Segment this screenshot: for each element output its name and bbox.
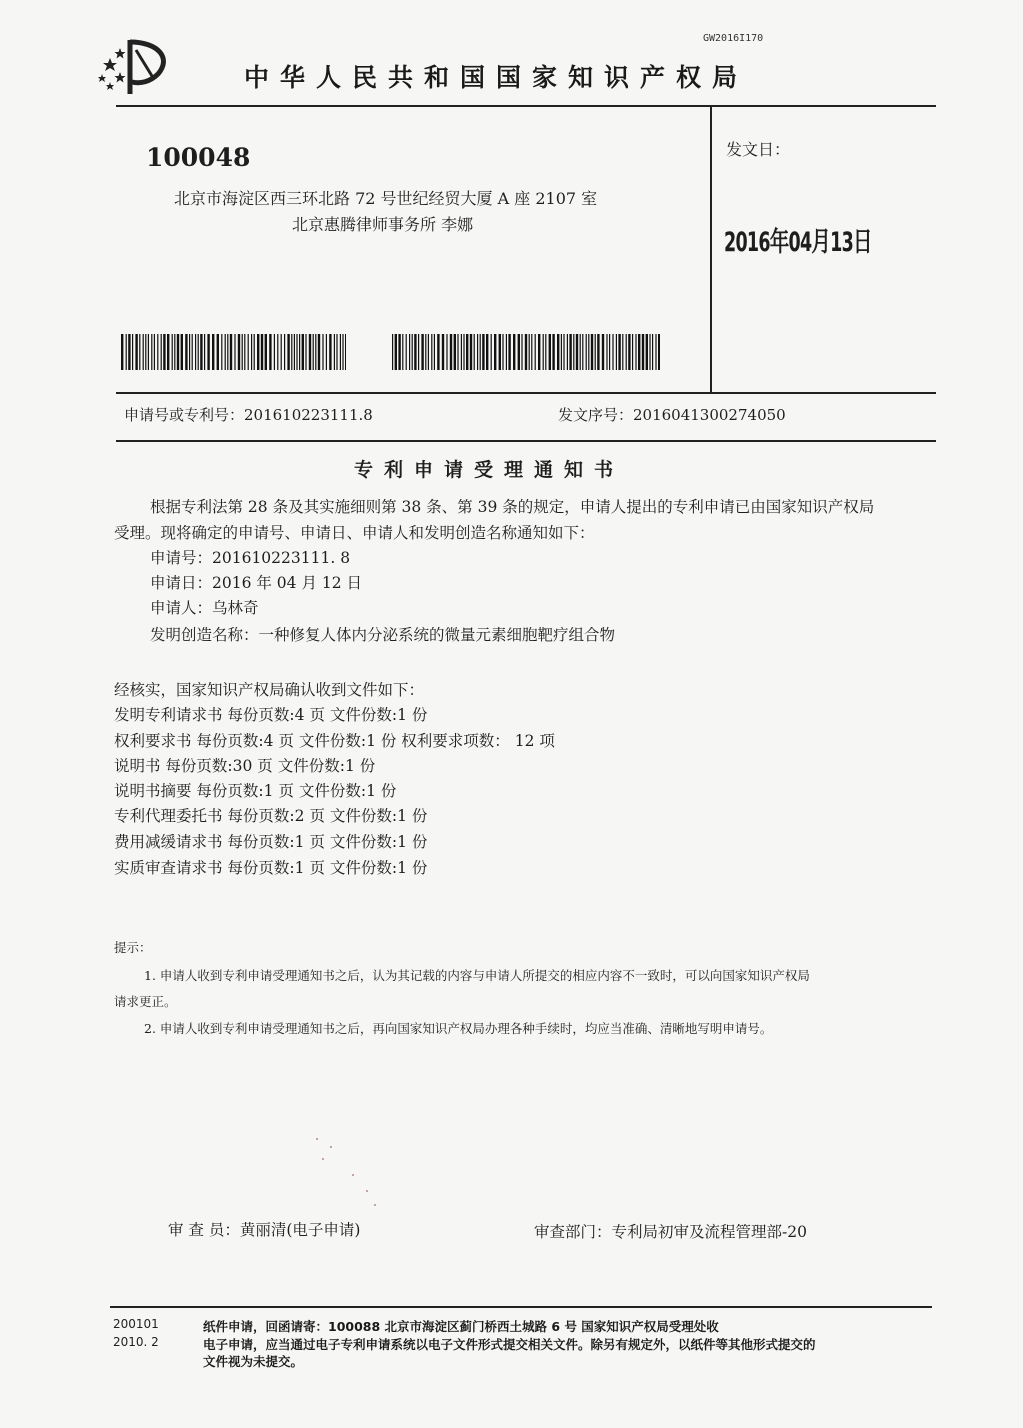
- dispatch-date-stamp: 2016年04月13日: [724, 227, 872, 258]
- barcode-bar: [143, 334, 144, 370]
- barcode-bar: [154, 334, 155, 370]
- barcode-bar: [591, 334, 593, 370]
- header-rule: [116, 105, 936, 107]
- applicant: 申请人：乌林奇: [150, 599, 259, 617]
- barcode-bar: [177, 334, 179, 370]
- barcode-bar: [580, 334, 581, 370]
- examiner: 审 查 员：黄丽清(电子申请): [168, 1221, 361, 1239]
- barcode-bar: [491, 334, 492, 370]
- barcode-bar: [322, 334, 323, 370]
- barcode-bar: [482, 334, 484, 370]
- received-item: 实质审查请求书 每份页数:1 页 文件份数:1 份: [114, 859, 428, 877]
- barcode-bar: [296, 334, 297, 370]
- barcode-bar: [434, 334, 435, 370]
- cnipa-logo-icon: [96, 36, 174, 98]
- barcode-bar: [167, 334, 169, 370]
- footer-paper-instructions: 纸件申请，回函请寄：100088 北京市海淀区蓟门桥西土城路 6 号 国家知识产权局受理处收: [203, 1319, 719, 1334]
- scan-speck: [366, 1190, 368, 1192]
- barcode-bar: [463, 334, 464, 370]
- recipient-address: 北京市海淀区西三环北路 72 号世纪经贸大厦 A 座 2107 室: [174, 189, 598, 208]
- notice-intro-line-2: 受理。现将确定的申请号、申请日、申请人和发明创造名称通知如下：: [114, 524, 595, 542]
- barcode-bar: [261, 334, 263, 370]
- barcode-bar: [646, 334, 648, 370]
- barcode-bar: [567, 334, 568, 370]
- barcode-bar: [227, 334, 228, 370]
- received-item: 说明书摘要 每份页数:1 页 文件份数:1 份: [114, 782, 397, 800]
- barcode-bar: [573, 334, 574, 370]
- barcode-bar: [334, 334, 335, 370]
- barcode-bar: [287, 334, 289, 370]
- scan-speck: [374, 1204, 376, 1206]
- barcode-bar: [195, 334, 196, 370]
- barcode-bar: [291, 334, 292, 370]
- recipient-name: 北京惠腾律师事务所 李娜: [292, 215, 474, 234]
- invention-title: 发明创造名称：一种修复人体内分泌系统的微量元素细胞靶疗组合物: [150, 626, 616, 644]
- barcode-bar: [265, 334, 267, 370]
- barcode-bar: [486, 334, 488, 370]
- barcode-bar: [244, 334, 245, 370]
- barcode-bar: [576, 334, 578, 370]
- barcode-bar: [406, 334, 407, 370]
- barcode-bar: [450, 334, 452, 370]
- received-item: 专利代理委托书 每份页数:2 页 文件份数:1 份: [114, 807, 428, 825]
- barcode-bar: [529, 334, 530, 370]
- barcode-bar: [586, 334, 587, 370]
- barcode-bar: [474, 334, 475, 370]
- dispatch-date-label: 发文日：: [726, 140, 791, 159]
- barcode-bar: [569, 334, 571, 370]
- barcode-bar: [392, 334, 393, 370]
- barcode-bar: [318, 334, 320, 370]
- barcode-bar: [638, 334, 640, 370]
- barcode-left: [121, 334, 346, 370]
- barcode-bar: [612, 334, 613, 370]
- barcode-bar: [602, 334, 604, 370]
- barcode-bar: [234, 334, 235, 370]
- barcode-bar: [248, 334, 249, 370]
- barcode-bar: [461, 334, 462, 370]
- barcode-bar: [609, 334, 610, 370]
- barcode-bar: [499, 334, 501, 370]
- barcode-bar: [157, 334, 158, 370]
- barcode-bar: [299, 334, 300, 370]
- barcode-bar: [294, 334, 295, 370]
- barcode-bar: [148, 334, 149, 370]
- barcode-bar: [242, 334, 243, 370]
- barcode-bar: [336, 334, 337, 370]
- received-item: 说明书 每份页数:30 页 文件份数:1 份: [114, 757, 376, 775]
- barcode-bar: [221, 334, 222, 370]
- barcode-bar: [145, 334, 146, 370]
- footer-form-version: 2010. 2: [113, 1335, 159, 1349]
- barcode-bar: [128, 334, 130, 370]
- barcode-bar: [628, 334, 630, 370]
- barcode-bar: [502, 334, 503, 370]
- barcode-bar: [442, 334, 444, 370]
- barcode-bar: [428, 334, 429, 370]
- barcode-bar: [172, 334, 173, 370]
- barcode-bar: [618, 334, 620, 370]
- barcode-bar: [212, 334, 214, 370]
- barcode-bar: [395, 334, 397, 370]
- barcode-bar: [425, 334, 426, 370]
- barcode-bar: [508, 334, 510, 370]
- barcode-bar: [649, 334, 650, 370]
- barcode-bar: [658, 334, 660, 370]
- office-name: 中华人民共和国国家知识产权局: [244, 63, 749, 92]
- barcode-bar: [525, 334, 527, 370]
- notice-intro-line-1: 根据专利法第 28 条及其实施细则第 38 条、第 39 条的规定，申请人提出的专利申请已由国家知识产权局: [150, 498, 875, 516]
- barcode-bar: [163, 334, 165, 370]
- barcode-bar: [185, 334, 187, 370]
- barcode-bar: [126, 334, 127, 370]
- barcode-bar: [277, 334, 278, 370]
- barcode-bar: [329, 334, 331, 370]
- barcode-bar: [552, 334, 554, 370]
- barcode-bar: [597, 334, 599, 370]
- barcode-bar: [606, 334, 607, 370]
- application-number-line: 申请号或专利号：201610223111.8: [124, 406, 373, 424]
- barcode-bar: [326, 334, 327, 370]
- barcode-bar: [284, 334, 285, 370]
- barcode-bar: [161, 334, 162, 370]
- barcode-bar: [251, 334, 252, 370]
- dispatch-serial-line: 发文序号：2016041300274050: [558, 406, 786, 424]
- barcode-bar: [588, 334, 589, 370]
- tips-heading: 提示：: [114, 940, 152, 955]
- barcode-bar: [151, 334, 152, 370]
- application-date: 申请日：2016 年 04 月 12 日: [150, 574, 363, 592]
- form-code: GW2016I170: [703, 33, 764, 44]
- barcode-bar: [494, 334, 496, 370]
- address-box-bottom-rule: [116, 392, 936, 394]
- received-item: 费用减缓请求书 每份页数:1 页 文件份数:1 份: [114, 833, 428, 851]
- tip-2: 2. 申请人收到专利申请受理通知书之后，再向国家知识产权局办理各种手续时，均应当准确、清晰地写明申请号。: [144, 1021, 773, 1036]
- barcode-bar: [398, 334, 400, 370]
- barcode-bar: [531, 334, 532, 370]
- barcode-bar: [622, 334, 623, 370]
- barcode-bar: [446, 334, 447, 370]
- barcode-bar: [418, 334, 419, 370]
- barcode-bar: [561, 334, 562, 370]
- barcode-bar: [402, 334, 403, 370]
- postal-code: 100048: [146, 143, 251, 172]
- barcode-bar: [457, 334, 458, 370]
- scan-speck: [352, 1174, 354, 1176]
- barcode-bar: [545, 334, 546, 370]
- examination-department: 审查部门：专利局初审及流程管理部-20: [534, 1223, 807, 1241]
- barcode-bar: [477, 334, 478, 370]
- received-heading: 经核实，国家知识产权局确认收到文件如下：: [114, 681, 425, 699]
- barcode-bar: [655, 334, 656, 370]
- barcode-bar: [204, 334, 205, 370]
- barcode-bar: [340, 334, 341, 370]
- barcode-bar: [431, 334, 432, 370]
- barcode-bar: [217, 334, 219, 370]
- address-box-divider: [710, 105, 712, 393]
- barcode-bar: [437, 334, 439, 370]
- barcode-bar: [238, 334, 240, 370]
- barcode-bar: [309, 334, 311, 370]
- received-item: 发明专利请求书 每份页数:4 页 文件份数:1 份: [114, 706, 428, 724]
- barcode-bar: [181, 334, 183, 370]
- barcode-bar: [174, 334, 175, 370]
- barcode-bar: [305, 334, 306, 370]
- tip-1-line-1: 1. 申请人收到专利申请受理通知书之后，认为其记载的内容与申请人所提交的相应内容不一致时，可以向国家知识产权局: [144, 968, 810, 983]
- barcode-bar: [652, 334, 653, 370]
- barcode-bar: [412, 334, 413, 370]
- barcode-bar: [313, 334, 314, 370]
- barcode-bar: [225, 334, 226, 370]
- scan-speck: [330, 1146, 332, 1148]
- barcode-bar: [557, 334, 559, 370]
- barcode-bar: [207, 334, 209, 370]
- identifiers-rule: [116, 440, 936, 442]
- application-number: 申请号：201610223111. 8: [150, 549, 351, 567]
- footer-electronic-instructions: 电子申请，应当通过电子专利申请系统以电子文件形式提交相关文件。除另有规定外，以纸件等其他形式提交的: [203, 1337, 816, 1352]
- barcode-bar: [342, 334, 343, 370]
- barcode-bar: [257, 334, 259, 370]
- barcode-bar: [132, 334, 133, 370]
- barcode-bar: [506, 334, 507, 370]
- barcode-bar: [135, 334, 137, 370]
- barcode-bar: [518, 334, 520, 370]
- barcode-bar: [563, 334, 564, 370]
- footer-form-code: 200101: [113, 1317, 159, 1331]
- scan-speck: [316, 1138, 318, 1140]
- barcode-bar: [345, 334, 346, 370]
- tip-1-line-2: 请求更正。: [114, 994, 177, 1009]
- barcode-bar: [513, 334, 515, 370]
- scan-speck: [322, 1158, 324, 1160]
- barcode-bar: [616, 334, 617, 370]
- barcode-bar: [269, 334, 271, 370]
- barcode-bar: [281, 334, 282, 370]
- barcode-bar: [454, 334, 456, 370]
- barcode-bar: [470, 334, 472, 370]
- barcode-bar: [582, 334, 583, 370]
- barcode-bar: [595, 334, 596, 370]
- barcode-bar: [192, 334, 193, 370]
- barcode-bar: [535, 334, 536, 370]
- barcode-bar: [121, 334, 123, 370]
- notice-title: 专利申请受理通知书: [354, 459, 625, 481]
- footer-electronic-instructions-cont: 文件视为未提交。: [203, 1354, 304, 1369]
- barcode-bar: [466, 334, 468, 370]
- barcode-bar: [414, 334, 416, 370]
- barcode-bar: [409, 334, 410, 370]
- barcode-right: [392, 334, 660, 370]
- barcode-bar: [549, 334, 551, 370]
- barcode-bar: [200, 334, 202, 370]
- barcode-bar: [421, 334, 423, 370]
- barcode-bar: [632, 334, 633, 370]
- barcode-bar: [230, 334, 232, 370]
- barcode-bar: [315, 334, 316, 370]
- barcode-bar: [480, 334, 481, 370]
- barcode-bar: [302, 334, 304, 370]
- barcode-bar: [642, 334, 644, 370]
- barcode-bar: [189, 334, 190, 370]
- barcode-bar: [626, 334, 627, 370]
- barcode-bar: [635, 334, 636, 370]
- barcode-bar: [274, 334, 275, 370]
- barcode-bar: [543, 334, 544, 370]
- barcode-bar: [198, 334, 199, 370]
- barcode-bar: [538, 334, 540, 370]
- barcode-bar: [139, 334, 140, 370]
- barcode-bar: [521, 334, 522, 370]
- received-item: 权利要求书 每份页数:4 页 文件份数:1 份 权利要求项数： 12 项: [114, 732, 555, 750]
- barcode-bar: [254, 334, 255, 370]
- footer-rule: [110, 1306, 932, 1308]
